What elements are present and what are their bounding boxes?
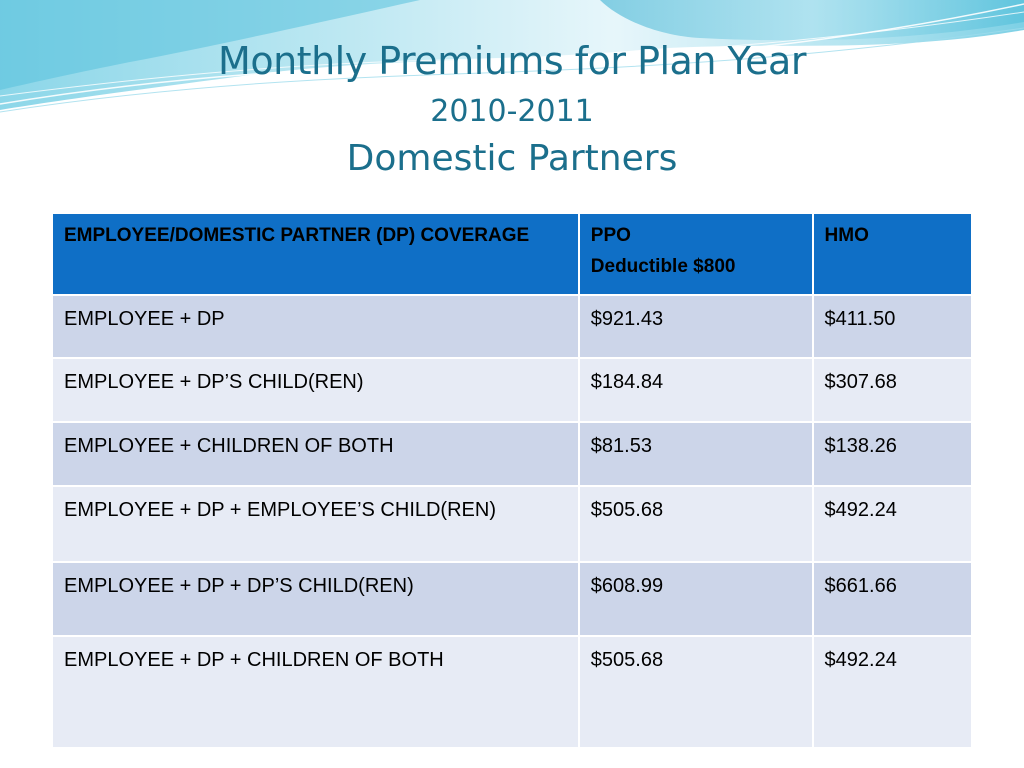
cell-hmo: $661.66	[813, 562, 972, 636]
header-hmo	[813, 213, 972, 295]
table-row	[52, 295, 972, 358]
cell-coverage: EMPLOYEE + DP + EMPLOYEE’S CHILD(REN)	[52, 486, 579, 562]
cell-coverage: EMPLOYEE + CHILDREN OF BOTH	[52, 422, 579, 486]
cell-ppo: $608.99	[579, 562, 813, 636]
cell-hmo: $492.24	[813, 636, 972, 748]
cell-ppo: $921.43	[579, 295, 813, 358]
header-coverage-label: EMPLOYEE/DOMESTIC PARTNER (DP) COVERAGE	[64, 225, 530, 246]
header-ppo	[579, 213, 813, 295]
table-row	[52, 636, 972, 748]
slide-title	[0, 36, 1024, 182]
cell-coverage: EMPLOYEE + DP + CHILDREN OF BOTH	[52, 636, 579, 748]
header-hmo-label: HMO	[824, 225, 869, 246]
header-ppo-deductible: Deductible $800	[590, 256, 736, 277]
table-row	[52, 422, 972, 486]
cell-ppo: $505.68	[579, 486, 813, 562]
cell-hmo: $411.50	[813, 295, 972, 358]
title-main: Monthly Premiums for Plan Year	[218, 39, 806, 83]
table-row	[52, 562, 972, 636]
title-plan-year: 2010-2011	[430, 94, 594, 129]
title-subtitle: Domestic Partners	[346, 138, 678, 179]
table-header-row	[52, 213, 972, 295]
premiums-table	[51, 212, 973, 749]
cell-coverage: EMPLOYEE + DP’S CHILD(REN)	[52, 358, 579, 422]
cell-hmo: $138.26	[813, 422, 972, 486]
cell-ppo: $505.68	[579, 636, 813, 748]
table-row	[52, 486, 972, 562]
cell-hmo: $492.24	[813, 486, 972, 562]
table-row	[52, 358, 972, 422]
cell-coverage: EMPLOYEE + DP	[52, 295, 579, 358]
header-ppo-label: PPO	[590, 225, 631, 246]
header-coverage	[52, 213, 579, 295]
cell-hmo: $307.68	[813, 358, 972, 422]
cell-coverage: EMPLOYEE + DP + DP’S CHILD(REN)	[52, 562, 579, 636]
cell-ppo: $81.53	[579, 422, 813, 486]
cell-ppo: $184.84	[579, 358, 813, 422]
